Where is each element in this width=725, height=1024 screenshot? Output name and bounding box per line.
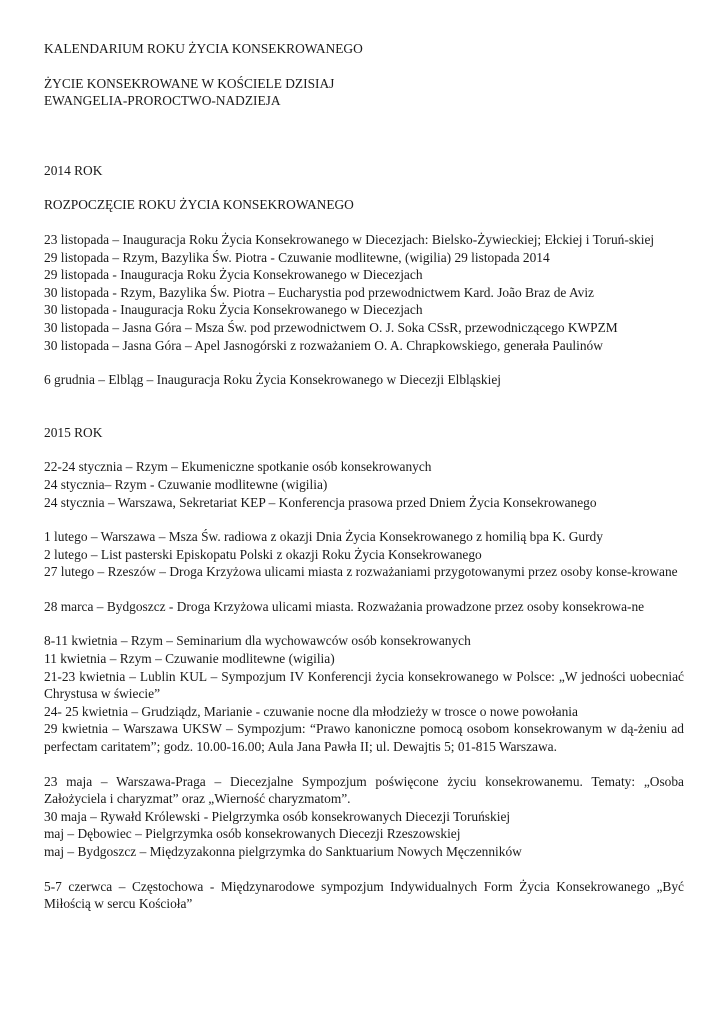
section-title-opening: ROZPOCZĘCIE ROKU ŻYCIA KONSEKROWANEGO xyxy=(44,197,354,213)
event-line: 30 listopada - Inauguracja Roku Życia Konsekrowanego w Diecezjach xyxy=(44,302,423,318)
event-line: 30 listopada – Jasna Góra – Apel Jasnogórski z rozważaniem O. A. Chrapkowskiego, generała Paulinów xyxy=(44,337,603,353)
event-group-2015-may xyxy=(44,773,684,861)
event-line: maj – Bydgoszcz – Międzyzakonna pielgrzymka do Sanktuarium Nowych Męczenników xyxy=(44,844,522,859)
document-subtitle: ŻYCIE KONSEKROWANE W KOŚCIELE DZISIAJ xyxy=(44,75,335,91)
document-motto: EWANGELIA-PROROCTWO-NADZIEJA xyxy=(44,93,281,109)
event-line: 8-11 kwietnia – Rzym – Seminarium dla wychowawców osób konsekrowanych xyxy=(44,633,471,649)
year-heading-2015: 2015 ROK xyxy=(44,424,103,440)
event-line: 2 lutego – List pasterski Episkopatu Polski z okazji Roku Życia Konsekrowanego xyxy=(44,546,482,562)
event-group-2015-june xyxy=(44,878,684,913)
document-title: KALENDARIUM ROKU ŻYCIA KONSEKROWANEGO xyxy=(44,41,363,56)
event-line: 30 maja – Rywałd Królewski - Pielgrzymka osób konsekrowanych Diecezji Toruńskiej xyxy=(44,808,511,824)
event-group-2015-february xyxy=(44,528,684,581)
event-line: 24 stycznia– Rzym - Czuwanie modlitewne (wigilia) xyxy=(44,476,328,492)
event-group-2015-march xyxy=(44,598,684,616)
event-line: 21-23 kwietnia – Lublin KUL – Sympozjum IV Konferencji życia konsekrowanego w Polsce: „W jedności uobecniać Chrystusa w świecie” xyxy=(44,668,684,702)
year-heading-2014: 2014 ROK xyxy=(44,162,103,178)
event-group-2015-january xyxy=(44,458,684,511)
event-line: 27 lutego – Rzeszów – Droga Krzyżowa ulicami miasta z rozważaniami przygotowanymi przez osoby konse-krowane xyxy=(44,564,678,580)
event-line: 29 kwietnia – Warszawa UKSW – Sympozjum: “Prawo kanoniczne pomocą osobom konsekrowanym w dą-żeniu ad perfectam caritatem”; godz. 10.00-16.00; Aula Jana Pawła II; ul. Dewajtis 5; 01-815 Warszawa. xyxy=(44,721,684,755)
event-line: 23 listopada – Inauguracja Roku Życia Konsekrowanego w Diecezjach: Bielsko-Żywieckiej; Ełckiej i Toruń-skiej xyxy=(44,231,655,247)
event-line: maj – Dębowiec – Pielgrzymka osób konsekrowanych Diecezji Rzeszowskiej xyxy=(44,826,461,842)
event-line: 22-24 stycznia – Rzym – Ekumeniczne spotkanie osób konsekrowanych xyxy=(44,459,432,475)
document-content xyxy=(44,40,684,913)
event-line: 29 listopada - Inauguracja Roku Życia Konsekrowanego w Diecezjach xyxy=(44,267,423,283)
event-line: 5-7 czerwca – Częstochowa - Międzynarodowe sympozjum Indywidualnych Form Życia Konsekrowanego „Być Miłością w sercu Kościoła” xyxy=(44,878,684,912)
event-line: 24 stycznia – Warszawa, Sekretariat KEP – Konferencja prasowa przed Dniem Życia Konsekrowanego xyxy=(44,494,597,510)
event-group-2014-november xyxy=(44,231,684,354)
event-line: 30 listopada – Jasna Góra – Msza Św. pod przewodnictwem O. J. Soka CSsR, przewodniczącego KWPZM xyxy=(44,319,618,335)
event-line: 24- 25 kwietnia – Grudziądz, Marianie - czuwanie nocne dla młodzieży w trosce o nowe powołania xyxy=(44,703,578,719)
event-line: 30 listopada - Rzym, Bazylika Św. Piotra – Eucharystia pod przewodnictwem Kard. João Braz de Aviz xyxy=(44,284,594,300)
event-line: 28 marca – Bydgoszcz - Droga Krzyżowa ulicami miasta. Rozważania prowadzone przez osoby konsekrowa-ne xyxy=(44,598,645,614)
event-line: 1 lutego – Warszawa – Msza Św. radiowa z okazji Dnia Życia Konsekrowanego z homilią bpa K. Gurdy xyxy=(44,529,603,545)
event-line: 29 listopada – Rzym, Bazylika Św. Piotra - Czuwanie modlitewne, (wigilia) 29 listopada 2014 xyxy=(44,249,550,265)
event-line: 6 grudnia – Elbląg – Inauguracja Roku Życia Konsekrowanego w Diecezji Elbląskiej xyxy=(44,372,501,388)
event-line: 23 maja – Warszawa-Praga – Diecezjalne Sympozjum poświęcone życiu konsekrowanemu. Tematy: „Osoba Założyciela i charyzmat” oraz „Wierność charyzmatom”. xyxy=(44,773,684,807)
event-group-2014-december xyxy=(44,371,684,389)
event-line: 11 kwietnia – Rzym – Czuwanie modlitewne (wigilia) xyxy=(44,651,335,667)
event-group-2015-april xyxy=(44,632,684,755)
